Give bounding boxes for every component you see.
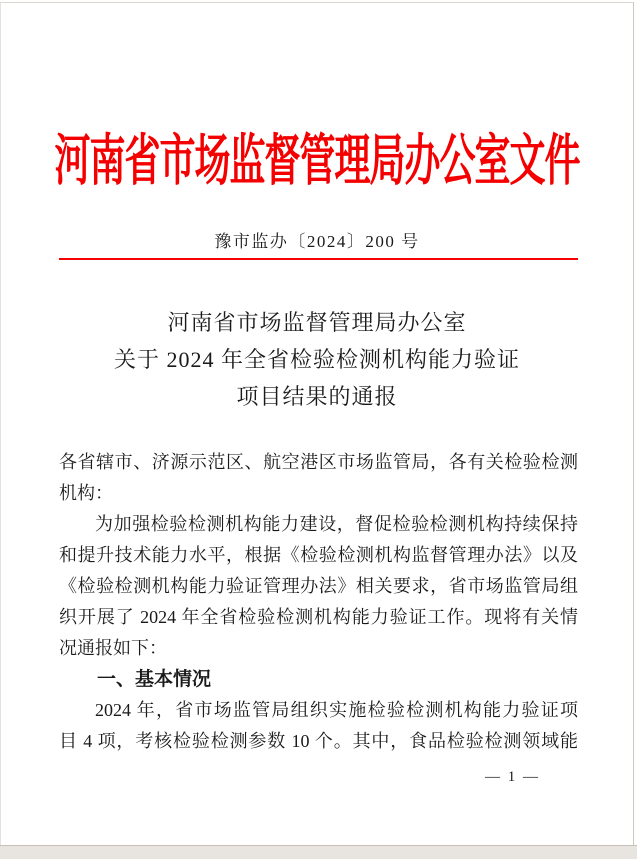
body-line-paragraph: 织开展了 2024 年全省检验检测机构能力验证工作。现将有关情 (59, 607, 578, 627)
body-line-paragraph-end: 况通报如下： (59, 638, 167, 658)
masthead-title-text: 河南省市场监督管理局办公室文件 (54, 130, 580, 192)
section-heading-basic-situation: 一、基本情况 (97, 669, 212, 690)
document-body (59, 447, 578, 757)
page-gap (0, 845, 637, 859)
red-divider-line (59, 258, 578, 260)
body-line-paragraph: 为加强检验检测机构能力建设，督促检验检测机构持续保持 (95, 514, 578, 534)
page-number: — 1 — (485, 769, 540, 785)
document-number: 豫市监办〔2024〕200 号 (214, 232, 420, 251)
masthead (1, 123, 633, 199)
document-title (1, 304, 633, 415)
document-title-line-3: 项目结果的通报 (236, 384, 398, 409)
body-line-salutation: 各省辖市、济源示范区、航空港区市场监管局，各有关检验检测 (59, 452, 578, 472)
body-line-salutation-end: 机构： (59, 483, 113, 503)
document-title-line-2: 关于 2024 年全省检验检测机构能力验证 (113, 347, 520, 372)
body-line-paragraph: 《检验检测机构能力验证管理办法》相关要求，省市场监管局组 (59, 576, 578, 596)
body-line-paragraph: 2024 年，省市场监管局组织实施检验检测机构能力验证项 (95, 700, 578, 720)
document-title-line-1: 河南省市场监督管理局办公室 (167, 310, 467, 335)
body-line-paragraph: 目 4 项，考核检验检测参数 10 个。其中，食品检验检测领域能 (59, 731, 578, 751)
document-page (0, 2, 634, 846)
body-line-paragraph: 和提升技术能力水平，根据《检验检测机构监督管理办法》以及 (59, 545, 578, 565)
